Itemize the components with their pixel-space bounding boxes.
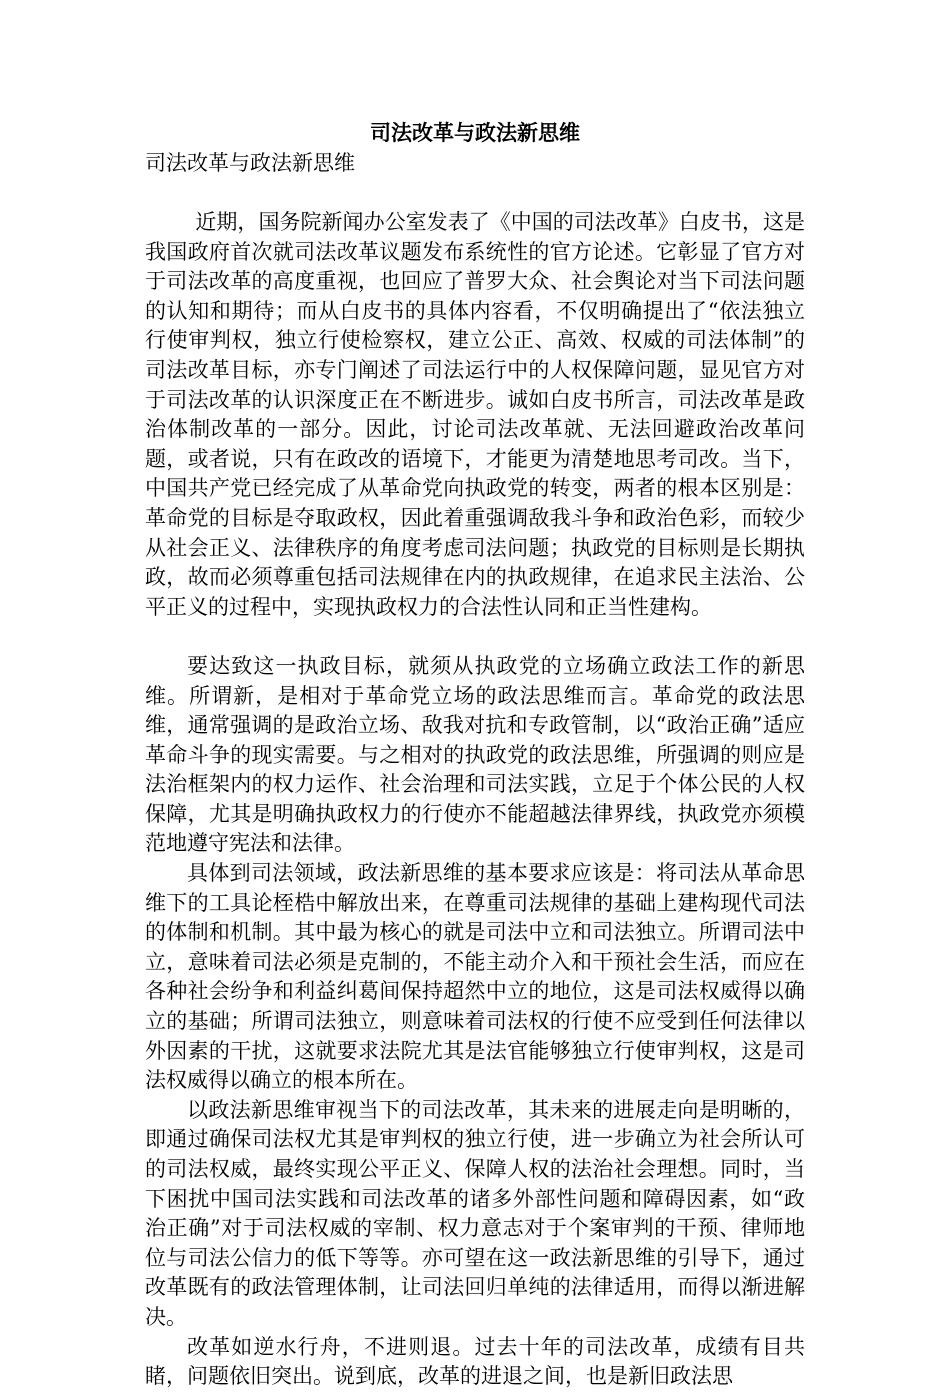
document-body [145, 118, 805, 1392]
paragraph-4: 以政法新思维审视当下的司法改革，其未来的进展走向是明晰的，即通过确保司法权尤其是审判权的独立行使，进一步确立为社会所认可的司法权威，最终实现公平正义、保障人权的法治社会理想。同时，当下困扰中国司法实践和司法改革的诸多外部性问题和障碍因素，如“政治正确”对于司法权威的宰制、权力意志对于个案审判的干预、律师地位与司法公信力的低下等等。亦可望在这一政法新思维的引导下，通过改革既有的政法管理体制，让司法回归单纯的法律适用，而得以渐进解决。 [145, 1097, 805, 1329]
paragraph-2: 要达致这一执政目标，就须从执政党的立场确立政法工作的新思维。所谓新，是相对于革命党立场的政法思维而言。革命党的政法思维，通常强调的是政治立场、敌我对抗和专政管制，以“政治正确”适应革命斗争的现实需要。与之相对的执政党的政法思维，所强调的则应是法治框架内的权力运作、社会治理和司法实践，立足于个体公民的人权保障，尤其是明确执政权力的行使亦不能超越法律界线，执政党亦须模范地遵守宪法和法律。 [145, 653, 805, 856]
document-title: 司法改革与政法新思维 [370, 120, 580, 145]
paragraph-1: 近期，国务院新闻办公室发表了《中国的司法改革》白皮书，这是我国政府首次就司法改革议题发布系统性的官方论述。它彰显了官方对于司法改革的高度重视，也回应了普罗大众、社会舆论对当下司法问题的认知和期待；而从白皮书的具体内容看，不仅明确提出了“依法独立行使审判权，独立行使检察权，建立公正、高效、权威的司法体制”的司法改革目标，亦专门阐述了司法运行中的人权保障问题，显见官方对于司法改革的认识深度正在不断进步。诚如白皮书所言，司法改革是政治体制改革的一部分。因此，讨论司法改革就、无法回避政治改革问题，或者说，只有在政改的语境下，才能更为清楚地思考司改。当下，中国共产党已经完成了从革命党向执政党的转变，两者的根本区别是：革命党的目标是夺取政权，因此着重强调敌我斗争和政治色彩，而较少从社会正义、法律秩序的角度考虑司法问题；执政党的目标则是长期执政，故而必须尊重包括司法规律在内的执政规律，在追求民主法治、公平正义的过程中，实现执政权力的合法性认同和正当性建构。 [145, 210, 805, 619]
document-subtitle: 司法改革与政法新思维 [145, 151, 355, 175]
paragraph-3: 具体到司法领域，政法新思维的基本要求应该是：将司法从革命思维下的工具论桎梏中解放出来，在尊重司法规律的基础上建构现代司法的体制和机制。其中最为核心的就是司法中立和司法独立。所谓司法中立，意味着司法必须是克制的，不能主动介入和干预社会生活，而应在各种社会纷争和利益纠葛间保持超然中立的地位，这是司法权威得以确立的基础；所谓司法独立，则意味着司法权的行使不应受到任何法律以外因素的干扰，这就要求法院尤其是法官能够独立行使审判权，这是司法权威得以确立的根本所在。 [145, 861, 805, 1093]
paragraph-5: 改革如逆水行舟，不进则退。过去十年的司法改革，成绩有目共睹，问题依旧突出。说到底，改革的进退之间，也是新旧政法思 [145, 1334, 805, 1389]
